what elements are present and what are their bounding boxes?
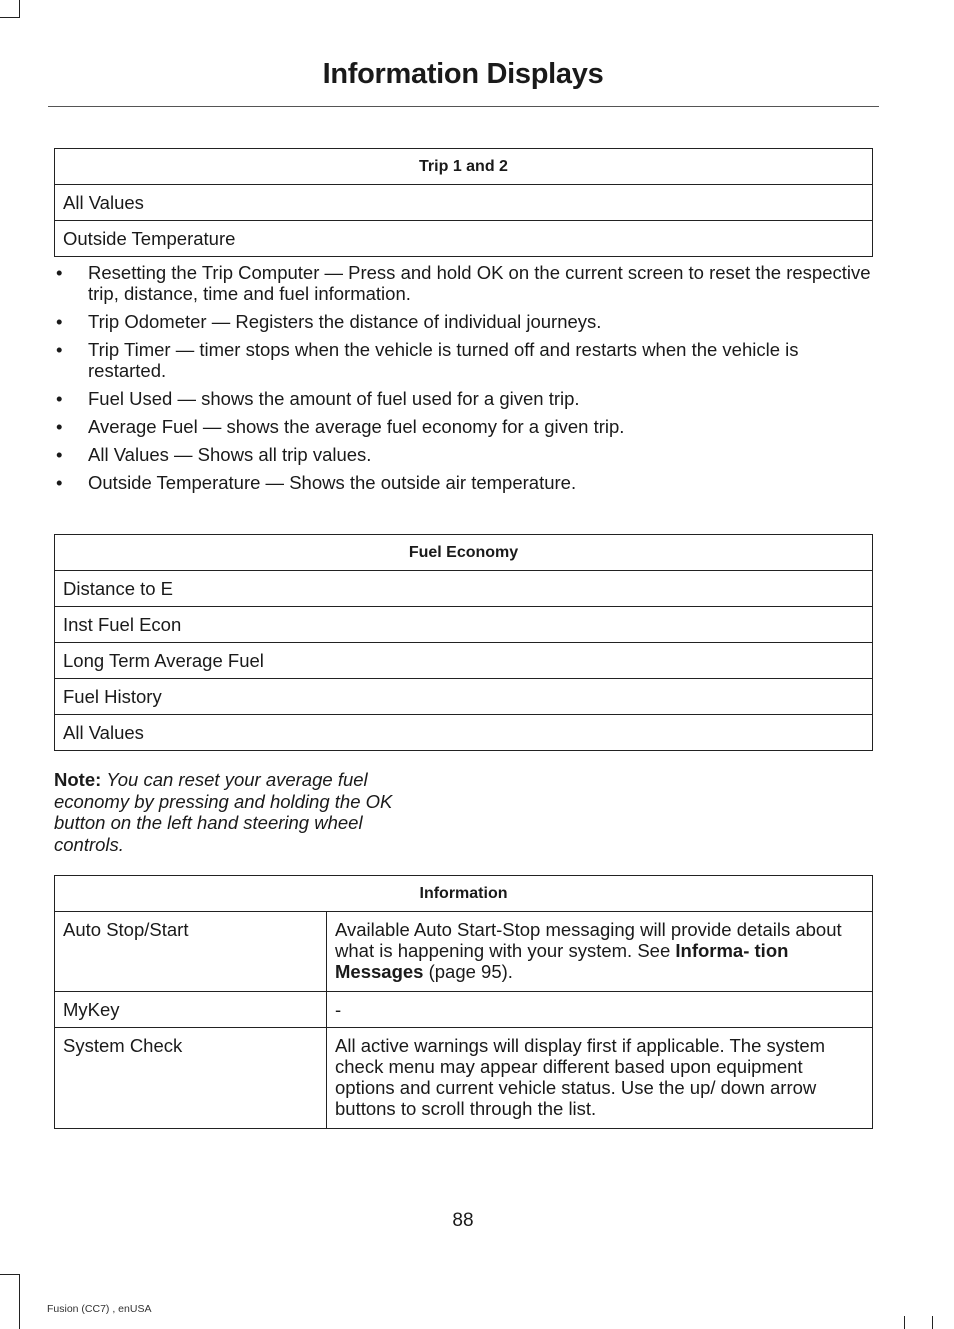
page-number: 88 <box>452 1210 474 1231</box>
table-cell: Inst Fuel Econ <box>55 607 873 643</box>
list-item <box>54 444 876 465</box>
table-cell: - <box>327 992 873 1028</box>
table-cell: Auto Stop/Start <box>55 912 327 992</box>
bullet-icon: • <box>56 388 63 409</box>
table-header: Trip 1 and 2 <box>55 149 873 185</box>
list-item <box>54 262 876 304</box>
table-row <box>55 992 873 1028</box>
cell-text: Available Auto Start-Stop messaging will provide details about what is happening with your system. See <box>335 919 842 961</box>
title-divider <box>48 106 879 107</box>
table-cell: All Values <box>55 185 873 221</box>
list-item-text: Average Fuel — shows the average fuel economy for a given trip. <box>88 416 625 437</box>
list-item-text: Fuel Used — shows the amount of fuel used for a given trip. <box>88 388 580 409</box>
bullet-icon: • <box>56 416 63 437</box>
list-item <box>54 472 876 493</box>
list-item-text: Outside Temperature — Shows the outside air temperature. <box>88 472 577 493</box>
crop-mark <box>932 1316 933 1329</box>
list-item-text: Trip Odometer — Registers the distance of individual journeys. <box>88 311 602 332</box>
table-cell: All Values <box>55 715 873 751</box>
list-item-text: Trip Timer — timer stops when the vehicle is turned off and restarts when the vehicle is restarted. <box>88 339 799 381</box>
note <box>54 769 434 855</box>
bullet-icon: • <box>56 472 63 493</box>
bullet-icon: • <box>56 444 63 465</box>
list-item <box>54 311 876 332</box>
crop-mark <box>0 1274 20 1275</box>
footer-text: Fusion (CC7) , enUSA <box>47 1303 152 1315</box>
crop-mark <box>904 1316 905 1329</box>
cross-reference-link[interactable]: Informa- tion Messages <box>335 940 789 982</box>
table-cell: Distance to E <box>55 571 873 607</box>
list-item-text: Resetting the Trip Computer — Press and hold OK on the current screen to reset the respective trip, distance, time and fuel information. <box>88 262 871 304</box>
table-cell: MyKey <box>55 992 327 1028</box>
table-cell: Outside Temperature <box>55 221 873 257</box>
cell-text: (page 95). <box>423 961 513 982</box>
list-item-text: All Values — Shows all trip values. <box>88 444 372 465</box>
table-cell: Long Term Average Fuel <box>55 643 873 679</box>
page-title: Information Displays <box>322 58 604 90</box>
crop-mark <box>19 0 20 17</box>
table-cell: All active warnings will display first if applicable. The system check menu may appear different based upon equipment options and current vehicle status. Use the up/ down arrow buttons to scroll through the list. <box>327 1028 873 1129</box>
list-item <box>54 339 876 381</box>
information-table <box>54 875 873 1129</box>
bullet-list <box>54 262 876 500</box>
note-label: Note: <box>54 769 102 790</box>
bullet-icon: • <box>56 262 63 283</box>
fuel-economy-table <box>54 534 873 751</box>
table-row <box>55 912 873 992</box>
list-item <box>54 416 876 437</box>
table-header: Fuel Economy <box>55 535 873 571</box>
trip-table <box>54 148 873 257</box>
table-cell: System Check <box>55 1028 327 1129</box>
note-text: You can reset your average fuel economy by pressing and holding the OK button on the left hand steering wheel controls. <box>54 769 393 855</box>
bullet-icon: • <box>56 311 63 332</box>
list-item <box>54 388 876 409</box>
table-row <box>55 1028 873 1129</box>
table-header: Information <box>55 876 873 912</box>
crop-mark <box>19 1274 20 1329</box>
bullet-icon: • <box>56 339 63 360</box>
crop-mark <box>0 17 20 18</box>
table-cell <box>327 912 873 992</box>
table-cell: Fuel History <box>55 679 873 715</box>
